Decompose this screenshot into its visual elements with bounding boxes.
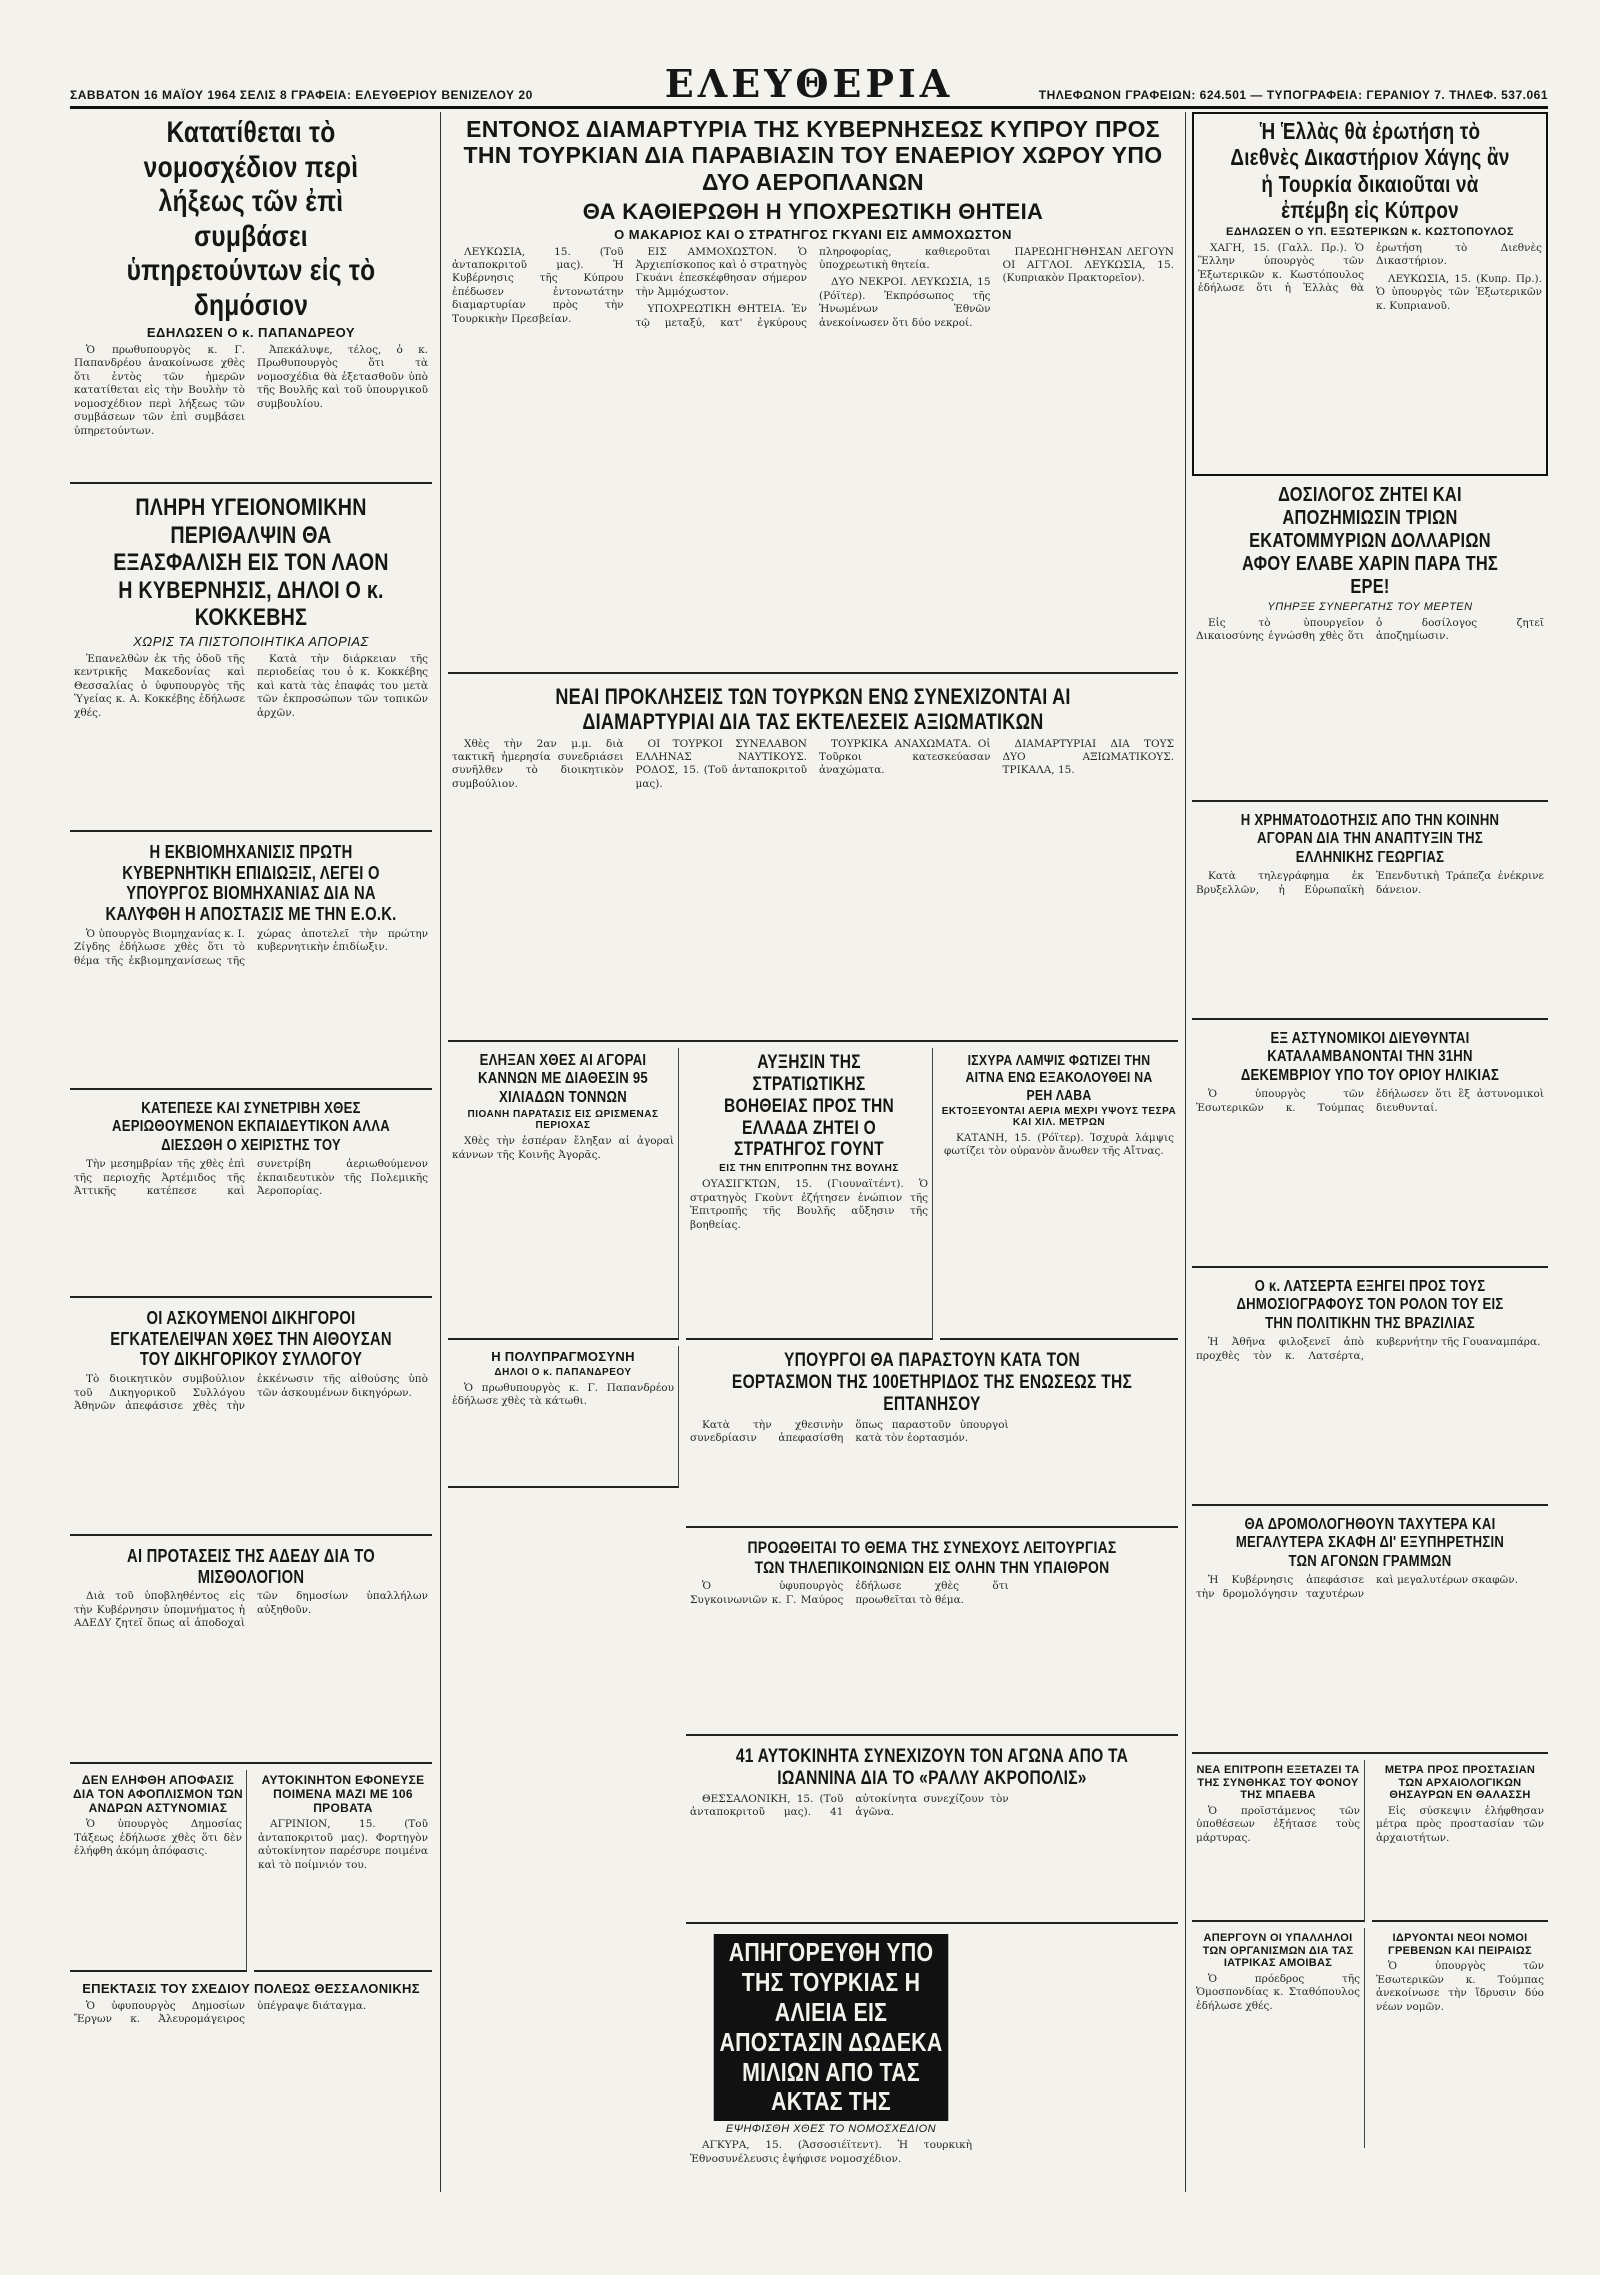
article-headline: ΠΛΗΡΗ ΥΓΕΙΟΝΟΜΙΚΗΝ ΠΕΡΙΘΑΛΨΙΝ ΘΑ ΕΞΑΣΦΑΛΙΣΗ ΕΙΣ ΤΟΝ ΛΑΟΝ Η ΚΥΒΕΡΝΗΣΙΣ, ΔΗΛΟΙ Ο κ. ΚΟΚΚΕΒΗΣ [113,494,389,632]
article-astynomikoi-dieythyntai [1192,1026,1548,1268]
article-body: Κατὰ τὴν χθεσινὴν συνεδρίασιν ἀπεφασίσθη ὅπως παραστοῦν ὑπουργοὶ κατὰ τὸν ἑορτασμόν. [690,1418,1009,1444]
article-body: Ὁ ὑφυπουργὸς Δημοσίων Ἔργων κ. Ἀλευρομάγειρος ὑπέγραψε διάταγμα. [74,1999,367,2026]
article-body: ΟΥΑΣΙΓΚΤΩΝ, 15. (Γιουναϊτέντ). Ὁ στρατηγὸς Γκοὺντ ἐζήτησεν ἐνώπιον τῆς Ἐπιτροπῆς τῆς Βουλῆς αὔξησιν τῆς βοηθείας. [690,1178,928,1231]
article-body: Ὁ πρωθυπουργὸς κ. Γ. Παπανδρέου ἐδήλωσε χθὲς τὰ κάτωθι. [452,1381,674,1408]
article-body: Εἰς σύσκεψιν ἐλήφθησαν μέτρα πρὸς προστασίαν τῶν ἀρχαιοτήτων. [1376,1804,1544,1844]
article-aftokinito [254,1770,432,1972]
article-apergia [1192,1928,1365,2148]
article-headline: Η ΠΟΛΥΠΡΑΓΜΟΣΥΝΗ [491,1349,635,1364]
article-body: Ὁ ὑπουργὸς Βιομηχανίας κ. Ι. Ζίγδης ἐδήλωσε χθὲς ὅτι τὸ θέμα τῆς ἐκβιομηχανίσεως τῆς χώρας ἀποτελεῖ τὴν πρώτην κυβερνητικὴν ἐπιδίωξιν. [74,927,428,967]
article-headline: ΕΝΤΟΝΟΣ ΔΙΑΜΑΡΤΥΡΙΑ ΤΗΣ ΚΥΒΕΡΝΗΣΕΩΣ ΚΥΠΡΟΥ ΠΡΟΣ ΤΗΝ ΤΟΥΡΚΙΑΝ ΔΙΑ ΠΑΡΑΒΙΑΣΙΝ ΤΟΥ ΕΝΑΕΡΙΟΥ ΧΩΡΟΥ ΥΠΟ ΔΥΟ ΑΕΡΟΠΛΑΝΩΝ [463,116,1163,195]
article-headline: Κατατίθεται τὸ νομοσχέδιον περὶ λήξεως τῶν ἐπὶ συμβάσει ὑπηρετούντων εἰς τὸ δημόσιον [126,116,376,322]
article-subheadline: ΠΙΟΑΝΗ ΠΑΡΑΤΑΣΙΣ ΕΙΣ ΩΡΙΣΜΕΝΑΣ ΠΕΡΙΟΧΑΣ [467,1109,659,1132]
article-headline-secondary: ΘΑ ΚΑΘΙΕΡΩΘΗ Η ΥΠΟΧΡΕΩΤΙΚΗ ΘΗΤΕΙΑ [582,199,1044,225]
article-mpaeva [1192,1760,1365,1922]
article-astynomia [70,1770,247,1972]
article-georgia [1192,808,1548,1020]
article-body: Χθὲς τὴν 2αν μ.μ. διὰ τακτικῆ ἡμερησία συνεδριάσει συνῆλθεν τὸ διοικητικὸν συμβούλιον. ΟΙ ΤΟΥΡΚΟΙ ΣΥΝΕΛΑΒΟΝ ΕΛΛΗΝΑΣ ΝΑΥΤΙΚΟΥΣ. ΡΟΔΟΣ, 15. (Τοῦ ἀνταποκριτοῦ μας). ΤΟΥΡΚΙΚΑ ΑΝΑΧΩΜΑΤΑ. Οἱ Τοῦρκοι κατεσκεύασαν ἀναχώματα. ΔΙΑΜΑΡΤΥΡΙΑΙ ΔΙΑ ΤΟΥΣ ΔΥΟ ΑΞΙΩΜΑΤΙΚΟΥΣ. ΤΡΙΚΑΛΑ, 15. [452,737,1174,790]
article-body: ΧΑΓΗ, 15. (Γαλλ. Πρ.). Ὁ Ἕλλην ὑπουργὸς τῶν Ἐξωτερικῶν κ. Κωστόπουλος ἐδήλωσε ὅτι ἡ Ἑλλὰς θὰ ἐρωτήση τὸ Διεθνὲς Δικαστήριον. ΛΕΥΚΩΣΙΑ, 15. (Κυπρ. Πρ.). Ὁ ὑπουργὸς τῶν Ἐξωτερικῶν κ. Κυπριανοῦ. [1198,241,1542,312]
article-latserta [1192,1274,1548,1506]
article-headline: ΠΡΟΩΘΕΙΤΑΙ ΤΟ ΘΕΜΑ ΤΗΣ ΣΥΝΕΧΟΥΣ ΛΕΙΤΟΥΡΓΙΑΣ ΤΩΝ ΤΗΛΕΠΙΚΟΙΝΩΝΙΩΝ ΕΙΣ ΟΛΗΝ ΤΗΝ ΥΠΑΙΘΡΟΝ [747,1538,1117,1577]
article-dikigoroi [70,1304,432,1536]
article-body: Χθὲς τὴν ἑσπέραν ἔληξαν αἱ ἀγοραὶ κάννων τῆς Κοινῆς Ἀγορᾶς. [452,1135,674,1161]
article-body: Τὴν μεσημβρίαν τῆς χθὲς ἐπὶ τῆς περιοχῆς Ἀρτέμιδος τῆς Ἀττικῆς κατέπεσε καὶ συνετρίβη ἀεριωθούμενον ἐκπαιδευτικὸν τῆς Πολεμικῆς Ἀεροπορίας. [74,1158,428,1198]
article-thessaloniki [70,1978,432,2198]
article-headline: ΕΛΗΞΑΝ ΧΘΕΣ ΑΙ ΑΓΟΡΑΙ ΚΑΝΝΩΝ ΜΕ ΔΙΑΘΕΣΙΝ 95 ΧΙΛΙΑΔΩΝ ΤΟΝΝΩΝ [478,1052,648,1106]
article-headline: ΑΠΗΓΟΡΕΥΘΗ ΥΠΟ ΤΗΣ ΤΟΥΡΚΙΑΣ Η ΑΛΙΕΙΑ ΕΙΣ ΑΠΟΣΤΑΣΙΝ ΔΩΔΕΚΑ ΜΙΛΙΩΝ ΑΠΟ ΤΑΣ ΑΚΤΑΣ ΤΗΣ [714,1934,949,2121]
article-adedy [70,1542,432,1764]
article-body: Διὰ τοῦ ὑποβληθέντος εἰς τὴν Κυβέρνησιν ὑπομνήματος ἡ ΑΔΕΔΥ ζητεῖ ὅπως αἱ ἀποδοχαὶ τῶν δημοσίων ὑπαλλήλων αὐξηθοῦν. [74,1590,428,1630]
article-headline: ΟΙ ΑΣΚΟΥΜΕΝΟΙ ΔΙΚΗΓΟΡΟΙ ΕΓΚΑΤΕΛΕΙΨΑΝ ΧΘΕΣ ΤΗΝ ΑΙΘΟΥΣΑΝ ΤΟΥ ΔΙΚΗΓΟΡΙΚΟΥ ΣΥΛΛΟΓΟΥ [110,1308,392,1370]
article-kannes [448,1048,679,1340]
article-rally-akropolis [686,1742,1178,1924]
article-body: ΚΑΤΑΝΗ, 15. (Ρόϊτερ). Ἰσχυρὰ λάμψις φωτίζει τὸν οὐρανὸν ἄνωθεν τῆς Αἴτνας. [944,1131,1174,1158]
article-tilepikoinonies [686,1534,1178,1736]
article-headline: ΥΠΟΥΡΓΟΙ ΘΑ ΠΑΡΑΣΤΟΥΝ ΚΑΤΑ ΤΟΝ ΕΟΡΤΑΣΜΟΝ ΤΗΣ 100ΕΤΗΡΙΔΟΣ ΤΗΣ ΕΝΩΣΕΩΣ ΤΗΣ ΕΠΤΑΝΗΣΟΥ [731,1350,1133,1415]
masthead-date-line: ΣΑΒΒΑΤΟΝ 16 ΜΑΪΟΥ 1964 ΣΕΛΙΣ 8 ΓΡΑΦΕΙΑ: ΕΛΕΥΘΕΡΙΟΥ ΒΕΝΙΖΕΛΟΥ 20 [70,88,533,102]
article-archaiotites [1372,1760,1548,1922]
article-headline: Η ΕΚΒΙΟΜΗΧΑΝΙΣΙΣ ΠΡΩΤΗ ΚΥΒΕΡΝΗΤΙΚΗ ΕΠΙΔΙΩΞΙΣ, ΛΕΓΕΙ Ο ΥΠΟΥΡΓΟΣ ΒΙΟΜΗΧΑΝΙΑΣ ΔΙΑ ΝΑ ΚΑΛΥΦΘΗ Η ΑΠΟΣΤΑΣΙΣ ΜΕ ΤΗΝ Ε.Ο.Κ. [105,842,397,925]
article-body: Ὁ προϊστάμενος τῶν ὑποθέσεων ἐξήτασε τοὺς μάρτυρας. [1196,1804,1360,1844]
article-eptanisos [686,1346,1178,1528]
article-headline: 41 ΑΥΤΟΚΙΝΗΤΑ ΣΥΝΕΧΙΖΟΥΝ ΤΟΝ ΑΓΩΝΑ ΑΠΟ ΤΑ ΙΩΑΝΝΙΝΑ ΔΙΑ ΤΟ «ΡΑΛΛΥ ΑΚΡΟΠΟΛΙΣ» [735,1746,1129,1789]
article-aerioth [70,1096,432,1298]
article-body: Ἐπανελθὼν ἐκ τῆς ὁδοῦ τῆς κεντρικῆς Μακεδονίας καὶ Θεσσαλίας ὁ ὑφυπουργὸς τῆς Ὑγείας κ. Α. Κοκκέβης ἐδήλωσε χθές. Κατὰ τὴν διάρκειαν τῆς περιοδείας του ὁ κ. Κοκκέβης καὶ κατὰ τὰς ἐπαφάς του μετὰ τῶν ἐκπροσώπων τῶν τοπικῶν ἀρχῶν. [74,652,428,719]
article-headline: ΑΙ ΠΡΟΤΑΣΕΙΣ ΤΗΣ ΑΔΕΔΥ ΔΙΑ ΤΟ ΜΙΣΘΟΛΟΓΙΟΝ [127,1546,375,1587]
article-headline: ΕΞ ΑΣΤΥΝΟΜΙΚΟΙ ΔΙΕΥΘΥΝΤΑΙ ΚΑΤΑΛΑΜΒΑΝΟΝΤΑΙ ΤΗΝ 31ΗΝ ΔΕΚΕΜΒΡΙΟΥ ΥΠΟ ΤΟΥ ΟΡΙΟΥ ΗΛΙΚΙΑΣ [1240,1030,1500,1084]
article-headline: ΙΔΡΥΟΝΤΑΙ ΝΕΟΙ ΝΟΜΟΙ ΓΡΕΒΕΝΩΝ ΚΑΙ ΠΕΙΡΑΙΩΣ [1388,1932,1532,1957]
article-body: Ὁ ὑπουργὸς τῶν Ἐσωτερικῶν κ. Τούμπας ἐδήλωσεν ὅτι ἓξ ἀστυνομικοὶ διευθυνταί. [1196,1088,1544,1114]
article-body: Ἡ Κυβέρνησις ἀπεφάσισε τὴν δρομολόγησιν ταχυτέρων καὶ μεγαλυτέρων σκαφῶν. [1196,1574,1518,1600]
article-nomoi [1372,1928,1548,2148]
article-body: Εἰς τὸ ὑπουργεῖον Δικαιοσύνης ἐγνώσθη χθὲς ὅτι ὁ δοσίλογος ζητεῖ ἀποζημίωσιν. [1196,617,1544,643]
article-body: Ὁ ὑπουργὸς Δημοσίας Τάξεως ἐδήλωσε χθὲς ὅτι δὲν ἐλήφθη ἀκόμη ἀπόφασις. [74,1818,242,1858]
article-body: Κατὰ τηλεγράφημα ἐκ Βρυξελλῶν, ἡ Εὐρωπαϊκὴ Ἐπενδυτικὴ Τράπεζα ἐνέκρινε δάνειον. [1196,870,1544,896]
article-headline: ΝΕΑ ΕΠΙΤΡΟΠΗ ΕΞΕΤΑΖΕΙ ΤΑ ΤΗΣ ΣΥΝΘΗΚΑΣ ΤΟΥ ΦΟΝΟΥ ΤΗΣ ΜΠΑΕΒΑ [1196,1764,1360,1802]
article-nomosxedio [70,112,432,484]
article-polypragmosyni [448,1346,679,1488]
masthead-phone-line: ΤΗΛΕΦΩΝΟΝ ΓΡΑΦΕΙΩΝ: 624.501 — ΤΥΠΟΓΡΑΦΕΙΑ: ΓΕΡΑΝΙΟΥ 7. ΤΗΛΕΦ. 537.061 [1038,88,1548,102]
column-divider [440,112,441,2192]
article-body: Ὁ ὑπουργὸς τῶν Ἐσωτερικῶν κ. Τούμπας ἀνεκοίνωσε τὴν ἵδρυσιν δύο νέων νομῶν. [1376,1960,1544,2013]
article-headline: ΑΥΞΗΣΙΝ ΤΗΣ ΣΤΡΑΤΙΩΤΙΚΗΣ ΒΟΗΘΕΙΑΣ ΠΡΟΣ ΤΗΝ ΕΛΛΑΔΑ ΖΗΤΕΙ Ο ΣΤΡΑΤΗΓΟΣ ΓΟΥΝΤ [723,1052,895,1161]
article-body: ΛΕΥΚΩΣΙΑ, 15. (Τοῦ ἀνταποκριτοῦ μας). Ἡ Κυβέρνησις τῆς Κύπρου ἐπέδωσεν ἐντονωτάτην διαμαρτυρίαν πρὸς τὴν Τουρκικὴν Πρεσβείαν. ΕΙΣ ΑΜΜΟΧΩΣΤΟΝ. Ὁ Ἀρχιεπίσκοπος καὶ ὁ στρατηγὸς Γκυάνι ἐπεσκέφθησαν σήμερον τὴν Ἀμμόχωστον. ΥΠΟΧΡΕΩΤΙΚΗ ΘΗΤΕΙΑ. Ἐν τῷ μεταξύ, κατ' ἐγκύρους πληροφορίας, καθιεροῦται ὑποχρεωτικὴ θητεία. ΔΥΟ ΝΕΚΡΟΙ. ΛΕΥΚΩΣΙΑ, 15 (Ρόϊτερ). Ἐκπρόσωπος τῆς Ἡνωμένων Ἐθνῶν ἀνεκοίνωσεν ὅτι δύο νεκροί. ΠΑΡΕΩΗΓΗΘΗΣΑΝ ΛΕΓΟΥΝ ΟΙ ΑΓΓΛΟΙ. ΛΕΥΚΩΣΙΑ, 15. (Κυπριακὸν Πρακτορεῖον). [452,245,1174,329]
article-headline: Ἡ Ἑλλὰς θὰ ἐρωτήση τὸ Διεθνὲς Δικαστήριον Χάγης ἂν ἡ Τουρκία δικαιοῦται νὰ ἐπέμβη εἰς Κύπρον [1230,118,1510,224]
article-headline: ΔΟΣΙΛΟΓΟΣ ΖΗΤΕΙ ΚΑΙ ΑΠΟΖΗΜΙΩΣΙΝ ΤΡΙΩΝ ΕΚΑΤΟΜΜΥΡΙΩΝ ΔΟΛΛΑΡΙΩΝ ΑΦΟΥ ΕΛΑΒΕ ΧΑΡΙΝ ΠΑΡΑ ΤΗΣ ΕΡΕ! [1241,484,1499,598]
article-headline: ΚΑΤΕΠΕΣΕ ΚΑΙ ΣΥΝΕΤΡΙΒΗ ΧΘΕΣ ΑΕΡΙΩΘΟΥΜΕΝΟΝ ΕΚΠΑΙΔΕΥΤΙΚΟΝ ΑΛΛΑ ΔΙΕΣΩΘΗ Ο ΧΕΙΡΙΣΤΗΣ ΤΟΥ [112,1100,390,1154]
article-aitna [940,1048,1178,1340]
article-stratiotiki-voitheia [686,1048,933,1340]
article-body: Ὁ πρωθυπουργὸς κ. Γ. Παπανδρέου ἀνακοίνωσε χθὲς ὅτι ἐντὸς τῶν ἡμερῶν κατατίθεται εἰς τὴν Βουλὴν τὸ νομοσχέδιον περὶ λήξεως τῶν συμβάσεων τῶν ἐπὶ συμβάσει ὑπηρετούντων. Ἀπεκάλυψε, τέλος, ὁ κ. Πρωθυπουργὸς ὅτι τὰ νομοσχέδια θὰ ἐξετασθοῦν ὑπὸ τῆς Βουλῆς καὶ τοῦ ὑπουργικοῦ συμβουλίου. [74,344,428,437]
article-subheadline: ΔΗΛΟΙ Ο κ. ΠΑΠΑΝΔΡΕΟΥ [494,1366,632,1378]
article-body: ΑΓΚΥΡΑ, 15. (Ἀσσοσιέϊτεντ). Ἡ τουρκικὴ Ἐθνοσυνέλευσις ἐψήφισε νομοσχέδιον. [690,2139,972,2165]
article-headline: ΕΠΕΚΤΑΣΙΣ ΤΟΥ ΣΧΕΔΙΟΥ ΠΟΛΕΩΣ ΘΕΣΣΑΛΟΝΙΚΗΣ [82,1981,420,1996]
article-headline: ΙΣΧΥΡΑ ΛΑΜΨΙΣ ΦΩΤΙΖΕΙ ΤΗΝ ΑΙΤΝΑ ΕΝΩ ΕΞΑΚΟΛΟΥΘΕΙ ΝΑ ΡΕΗ ΛΑΒΑ [965,1052,1153,1104]
article-headline: Ο κ. ΛΑΤΣΕΡΤΑ ΕΞΗΓΕΙ ΠΡΟΣ ΤΟΥΣ ΔΗΜΟΣΙΟΓΡΑΦΟΥΣ ΤΟΝ ΡΟΛΟΝ ΤΟΥ ΕΙΣ ΤΗΝ ΠΟΛΙΤΙΚΗΝ ΤΗΣ ΒΡΑΖΙΛΙΑΣ [1236,1278,1504,1332]
article-subheadline: ΕΙΣ ΤΗΝ ΕΠΙΤΡΟΠΗΝ ΤΗΣ ΒΟΥΛΗΣ [719,1163,899,1175]
article-ygeionomiki [70,490,432,832]
article-body: Τὸ διοικητικὸν συμβούλιον τοῦ Δικηγορικοῦ Συλλόγου Ἀθηνῶν ἀπεφάσισε χθὲς τὴν ἐκκένωσιν τῆς αἰθούσης ὑπὸ τῶν ἀσκουμένων δικηγόρων. [74,1373,428,1412]
article-headline: ΘΑ ΔΡΟΜΟΛΟΓΗΘΟΥΝ ΤΑΧΥΤΕΡΑ ΚΑΙ ΜΕΓΑΛΥΤΕΡΑ ΣΚΑΦΗ ΔΙ' ΕΞΥΠΗΡΕΤΗΣΙΝ ΤΩΝ ΑΓΟΝΩΝ ΓΡΑΜΜΩΝ [1235,1516,1505,1570]
article-ekviomixanisis [70,838,432,1090]
article-body: ΘΕΣΣΑΛΟΝΙΚΗ, 15. (Τοῦ ἀνταποκριτοῦ μας). 41 αὐτοκίνητα συνεχίζουν τὸν ἀγῶνα. [690,1792,1009,1819]
article-headline: Η ΧΡΗΜΑΤΟΔΟΤΗΣΙΣ ΑΠΟ ΤΗΝ ΚΟΙΝΗΝ ΑΓΟΡΑΝ ΔΙΑ ΤΗΝ ΑΝΑΠΤΥΞΙΝ ΤΗΣ ΕΛΛΗΝΙΚΗΣ ΓΕΩΡΓΙΑΣ [1240,812,1500,866]
article-headline: ΑΥΤΟΚΙΝΗΤΟΝ ΕΦΟΝΕΥΣΕ ΠΟΙΜΕΝΑ ΜΑΖΙ ΜΕ 106 ΠΡΟΒΑΤΑ [261,1773,425,1815]
article-headline: ΑΠΕΡΓΟΥΝ ΟΙ ΥΠΑΛΛΗΛΟΙ ΤΩΝ ΟΡΓΑΝΙΣΜΩΝ ΔΙΑ ΤΑΣ ΙΑΤΡΙΚΑΣ ΑΜΟΙΒΑΣ [1202,1932,1354,1970]
article-subheadline: ΕΔΗΛΩΣΕΝ Ο κ. ΠΑΠΑΝΔΡΕΟΥ [146,325,356,340]
article-subheadline: Ο ΜΑΚΑΡΙΟΣ ΚΑΙ Ο ΣΤΡΑΤΗΓΟΣ ΓΚΥΑΝΙ ΕΙΣ ΑΜΜΟΧΩΣΤΟΝ [614,226,1012,242]
article-dosilogos [1192,480,1548,802]
masthead [70,62,1548,109]
article-headline: ΜΕΤΡΑ ΠΡΟΣ ΠΡΟΣΤΑΣΙΑΝ ΤΩΝ ΑΡΧΑΙΟΛΟΓΙΚΩΝ ΘΗΣΑΥΡΩΝ ΕΝ ΘΑΛΑΣΣΗ [1384,1764,1536,1802]
article-tourkikes-prokliseis [448,680,1178,1042]
article-subheadline: ΕΚΤΟΞΕΥΟΝΤΑΙ ΑΕΡΙΑ ΜΕΧΡΙ ΥΨΟΥΣ ΤΕΣΡΑ ΚΑΙ ΧΙΛ. ΜΕΤΡΩΝ [941,1105,1177,1128]
article-body: Ἡ Ἀθῆνα φιλοξενεῖ ἀπὸ προχθὲς τὸν κ. Λατσέρτα, κυβερνήτην τῆς Γουαναμπάρα. [1196,1336,1541,1362]
article-subheadline: ΥΠΗΡΞΕ ΣΥΝΕΡΓΑΤΗΣ ΤΟΥ ΜΕΡΤΕΝ [1267,601,1473,613]
article-kypros-diamartyria [448,112,1178,674]
article-subheadline: ΧΩΡΙΣ ΤΑ ΠΙΣΤΟΠΟΙΗΤΙΚΑ ΑΠΟΡΙΑΣ [133,633,369,649]
article-xagi [1192,112,1548,476]
article-body: Ὁ ὑφυπουργὸς Συγκοινωνιῶν κ. Γ. Μαύρος ἐδήλωσε χθὲς ὅτι προωθεῖται τὸ θέμα. [690,1580,1009,1606]
article-skafi [1192,1512,1548,1754]
article-alieia-tourkia [686,1930,976,2200]
column-divider [1185,112,1186,2192]
article-subheadline: ΕΔΗΛΩΣΕΝ Ο ΥΠ. ΕΞΩΤΕΡΙΚΩΝ κ. ΚΩΣΤΟΠΟΥΛΟΣ [1226,225,1514,238]
article-body: ΑΓΡΙΝΙΟΝ, 15. (Τοῦ ἀνταποκριτοῦ μας). Φορτηγὸν αὐτοκίνητον παρέσυρε ποιμένα καὶ τὸ ποίμνιόν του. [258,1818,428,1871]
article-headline: ΝΕΑΙ ΠΡΟΚΛΗΣΕΙΣ ΤΩΝ ΤΟΥΡΚΩΝ ΕΝΩ ΣΥΝΕΧΙΖΟΝΤΑΙ ΑΙ ΔΙΑΜΑΡΤΥΡΙΑΙ ΔΙΑ ΤΑΣ ΕΚΤΕΛΕΣΕΙΣ ΑΞΙΩΜΑΤΙΚΩΝ [555,684,1071,735]
article-body: Ὁ πρόεδρος τῆς Ὁμοσπονδίας κ. Σταθόπουλος ἐδήλωσε χθές. [1196,1972,1360,2012]
newspaper-title: ΕΛΕΥΘΕΡΙΑ [664,61,954,106]
article-subheadline: ΕΨΗΦΙΣΘΗ ΧΘΕΣ ΤΟ ΝΟΜΟΣΧΕΔΙΟΝ [725,2123,937,2136]
article-headline: ΔΕΝ ΕΛΗΦΘΗ ΑΠΟΦΑΣΙΣ ΔΙΑ ΤΟΝ ΑΦΟΠΛΙΣΜΟΝ ΤΩΝ ΑΝΔΡΩΝ ΑΣΤΥΝΟΜΙΑΣ [72,1773,244,1815]
